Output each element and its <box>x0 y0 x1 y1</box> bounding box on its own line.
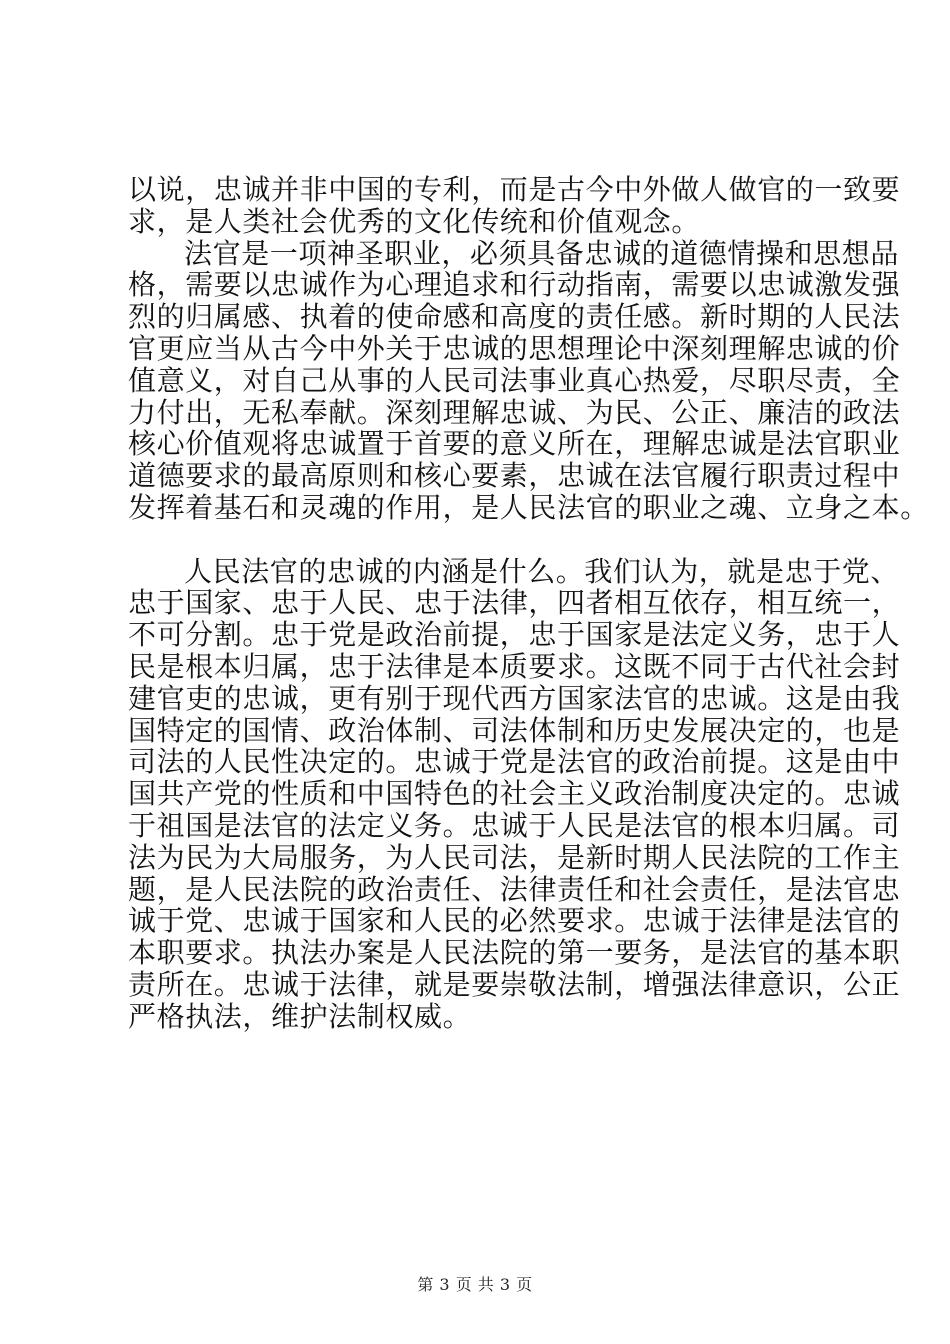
text-line: 责所在。忠诚于法律，就是要崇敬法制，增强法律意识，公正 <box>128 967 901 1001</box>
text-line: 法官是一项神圣职业，必须具备忠诚的道德情操和思想品 <box>184 236 900 270</box>
text-line: 格，需要以忠诚作为心理追求和行动指南，需要以忠诚激发强 <box>128 268 901 302</box>
text-line: 司法的人民性决定的。忠诚于党是法官的政治前提。这是由中 <box>128 745 901 779</box>
text-line: 诚于党、忠诚于国家和人民的必然要求。忠诚于法律是法官的 <box>128 904 901 938</box>
paragraph <box>128 173 901 238</box>
text-line: 法为民为大局服务，为人民司法，是新时期人民法院的工作主 <box>128 840 901 874</box>
text-line: 题，是人民法院的政治责任、法律责任和社会责任，是法官忠 <box>128 872 901 906</box>
text-line: 民是根本归属，忠于法律是本质要求。这既不同于古代社会封 <box>128 649 901 683</box>
text-line: 国特定的国情、政治体制、司法体制和历史发展决定的，也是 <box>128 713 901 747</box>
text-line: 发挥着基石和灵魂的作用，是人民法官的职业之魂、立身之本。 <box>128 490 929 524</box>
text-line: 忠于国家、忠于人民、忠于法律，四者相互依存，相互统一， <box>128 586 901 620</box>
text-line: 人民法官的忠诚的内涵是什么。我们认为，就是忠于党、 <box>184 554 900 588</box>
text-line: 官更应当从古今中外关于忠诚的思想理论中深刻理解忠诚的价 <box>128 331 901 365</box>
text-line: 建官吏的忠诚，更有别于现代西方国家法官的忠诚。这是由我 <box>128 681 901 715</box>
paragraph <box>128 554 901 1033</box>
text-line: 不可分割。忠于党是政治前提，忠于国家是法定义务，忠于人 <box>128 618 901 652</box>
text-line: 本职要求。执法办案是人民法院的第一要务，是法官的基本职 <box>128 936 901 970</box>
text-line: 力付出，无私奉献。深刻理解忠诚、为民、公正、廉洁的政法 <box>128 395 901 429</box>
page-footer: 第 3 页 共 3 页 <box>417 1275 533 1294</box>
text-line: 于祖国是法官的法定义务。忠诚于人民是法官的根本归属。司 <box>128 808 901 842</box>
text-line: 核心价值观将忠诚置于首要的意义所在，理解忠诚是法官职业 <box>128 427 901 461</box>
text-line: 国共产党的性质和中国特色的社会主义政治制度决定的。忠诚 <box>128 777 901 811</box>
text-line: 求，是人类社会优秀的文化传统和价值观念。 <box>128 204 701 238</box>
text-line: 道德要求的最高原则和核心要素，忠诚在法官履行职责过程中 <box>128 459 901 493</box>
text-line: 严格执法，维护法制权威。 <box>128 999 472 1033</box>
paragraph-gap <box>128 524 834 556</box>
text-line: 值意义，对自己从事的人民司法事业真心热爱，尽职尽责，全 <box>128 363 901 397</box>
text-line: 烈的归属感、执着的使命感和高度的责任感。新时期的人民法 <box>128 300 901 334</box>
text-line: 以说，忠诚并非中国的专利，而是古今中外做人做官的一致要 <box>128 173 901 206</box>
document-body <box>128 173 929 1033</box>
paragraph <box>128 236 929 524</box>
